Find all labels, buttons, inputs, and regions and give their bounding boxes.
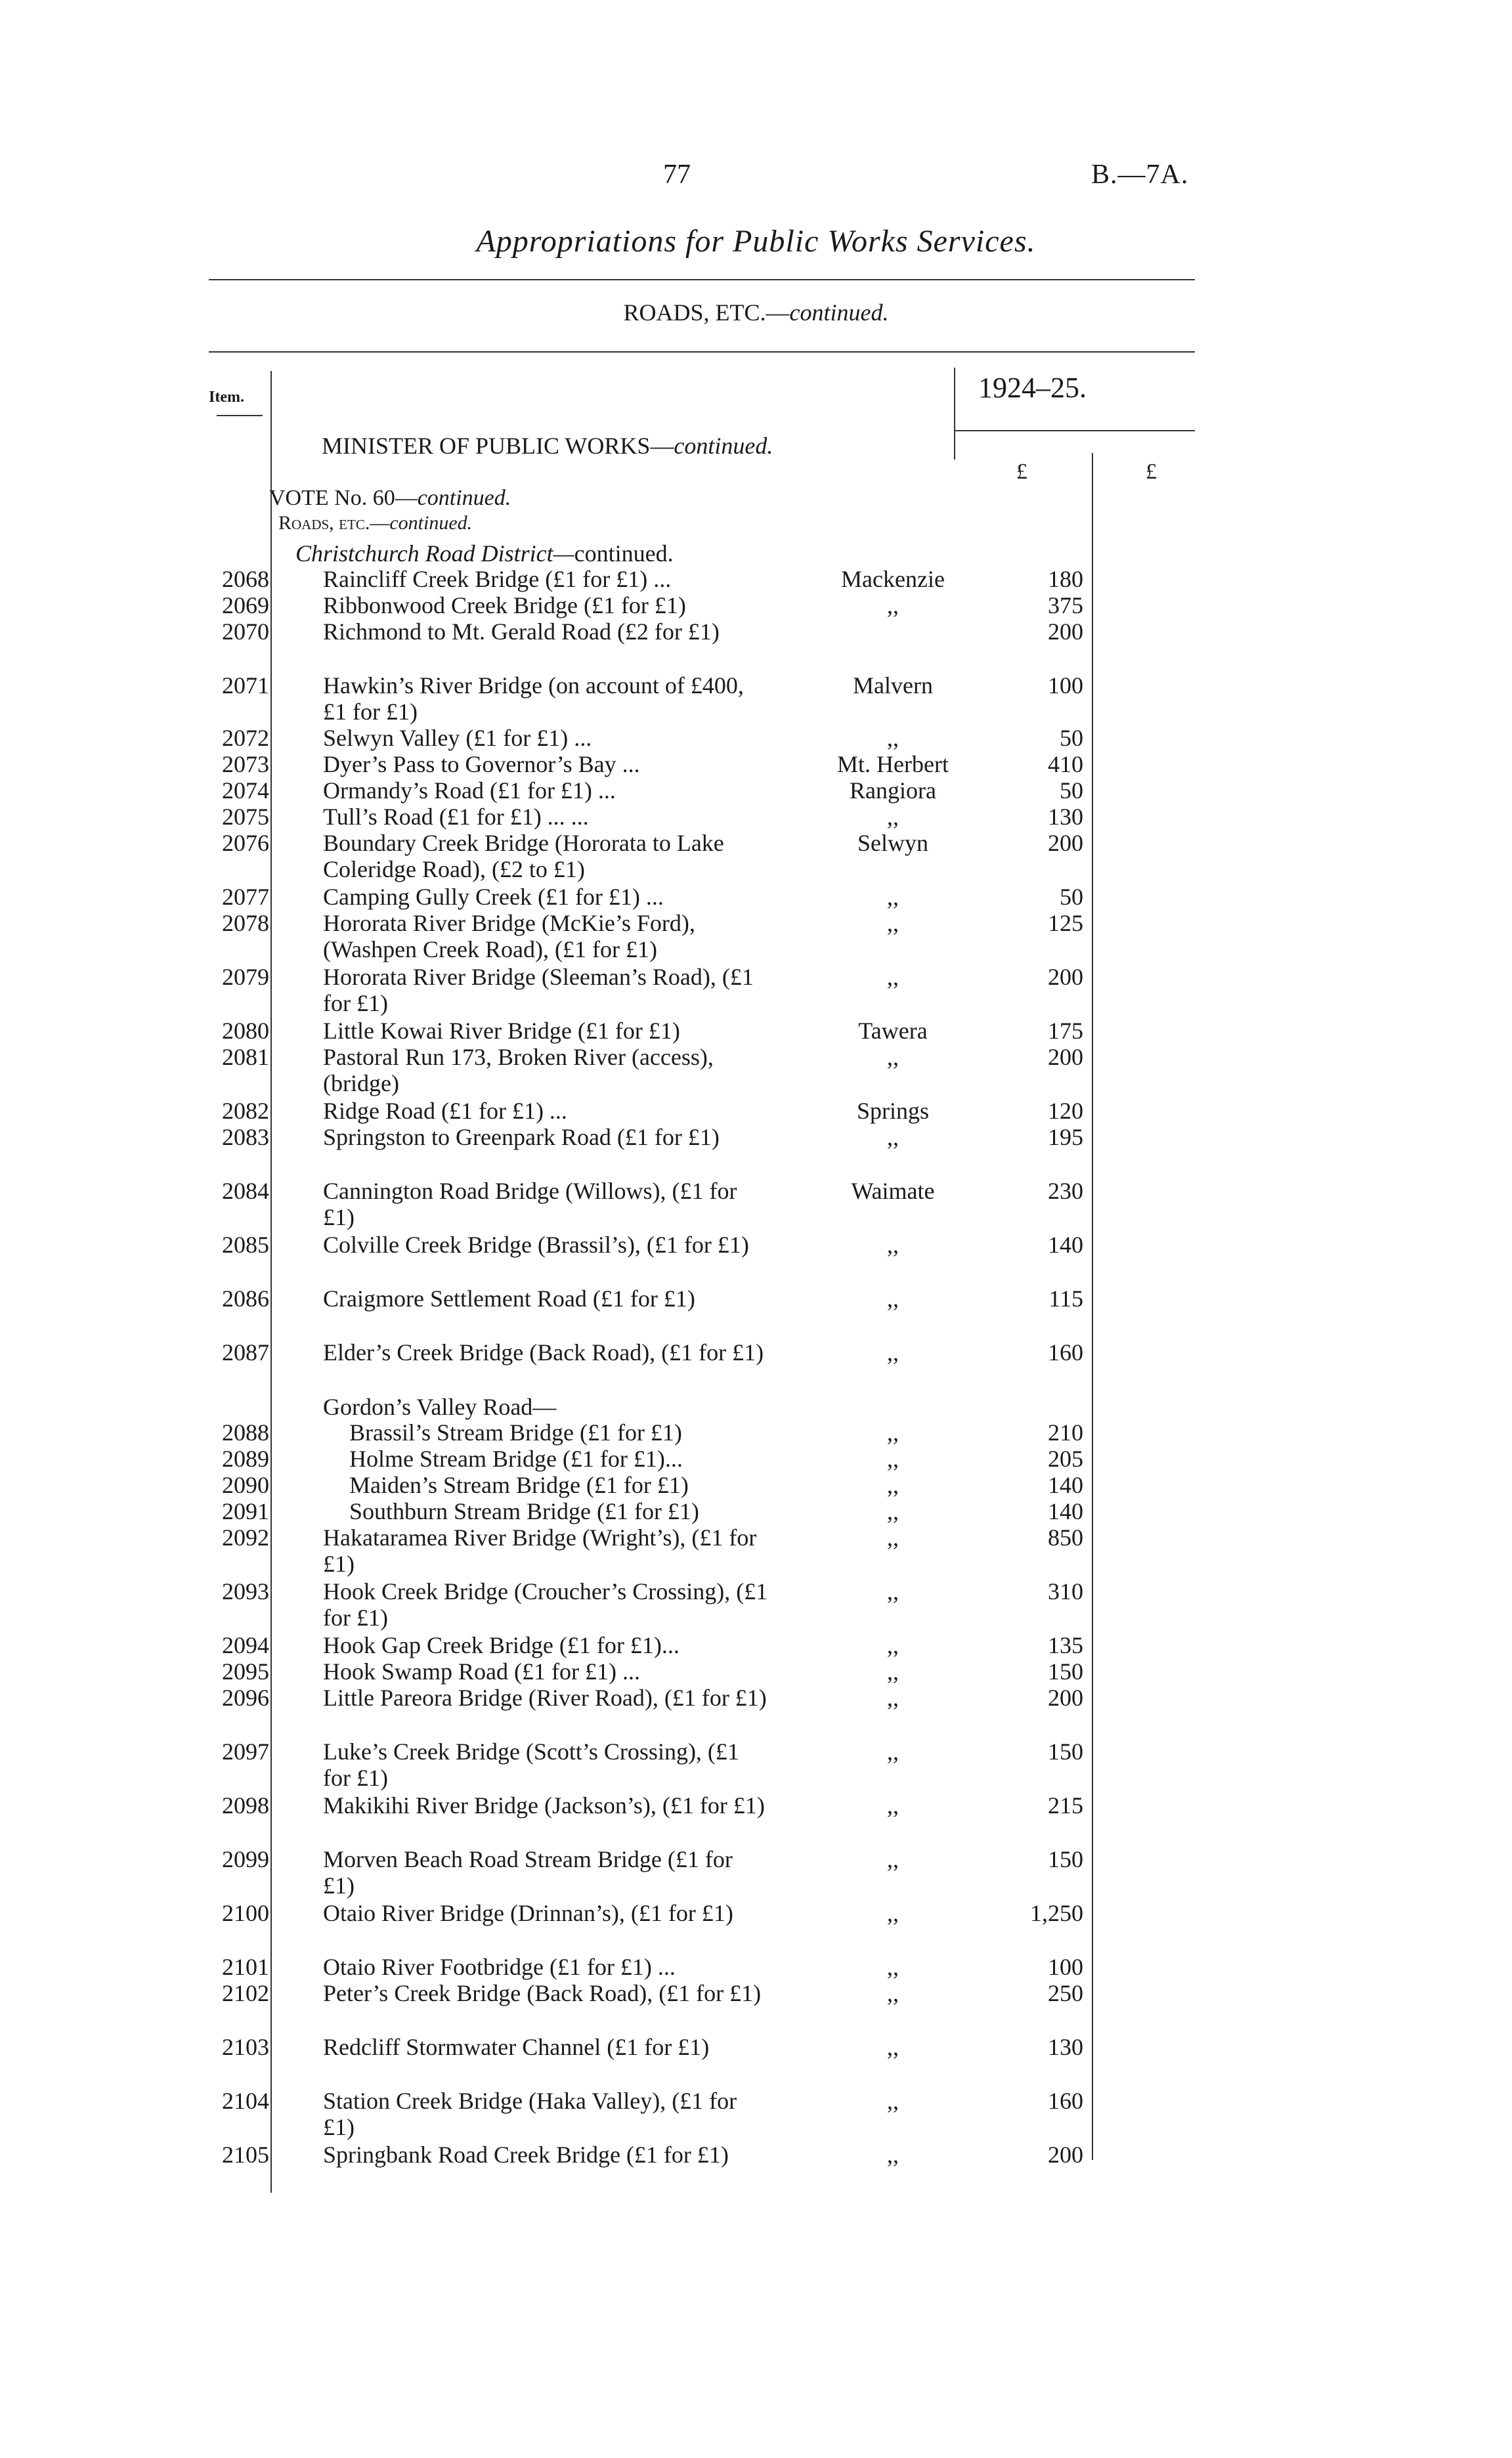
year-column-header: 1924–25. xyxy=(978,372,1087,404)
currency-column-2: £ xyxy=(1146,460,1157,484)
item-district: ,, xyxy=(887,1124,899,1150)
item-description: Colville Creek Bridge (Brassil’s), (£1 for £1) xyxy=(323,1232,749,1258)
item-amount: 200 xyxy=(1048,830,1083,856)
item-description: Southburn Stream Bridge (£1 for £1) xyxy=(349,1498,699,1524)
item-description: Craigmore Settlement Road (£1 for £1) xyxy=(323,1285,695,1312)
item-amount: 120 xyxy=(1048,1098,1083,1124)
item-amount: 250 xyxy=(1048,1980,1083,2006)
item-number: 2103 xyxy=(222,2034,269,2060)
item-description: Boundary Creek Bridge (Hororata to Lake Coleridge Road), (£2 to £1) xyxy=(323,830,724,882)
item-amount: 160 xyxy=(1048,2088,1083,2114)
item-number: 2086 xyxy=(222,1285,269,1312)
item-amount: 200 xyxy=(1048,1044,1083,1070)
item-description: Hook Swamp Road (£1 for £1) ... xyxy=(323,1658,640,1685)
item-description: Peter’s Creek Bridge (Back Road), (£1 for £1) xyxy=(323,1980,762,2006)
table-top-rule xyxy=(209,351,1195,353)
item-amount: 50 xyxy=(1060,884,1083,910)
item-number: 2092 xyxy=(222,1524,269,1551)
item-district: ,, xyxy=(887,1954,899,1980)
item-amount: 130 xyxy=(1048,2034,1083,2060)
item-district: ,, xyxy=(887,2142,899,2168)
item-number: 2073 xyxy=(222,751,269,777)
item-number: 2084 xyxy=(222,1178,269,1204)
item-amount: 375 xyxy=(1048,592,1083,618)
gordons-valley-heading: Gordon’s Valley Road— xyxy=(323,1394,557,1420)
item-amount: 150 xyxy=(1048,1846,1083,1872)
item-description: Brassil’s Stream Bridge (£1 for £1) xyxy=(349,1419,682,1446)
item-number: 2098 xyxy=(222,1792,269,1819)
item-amount: 210 xyxy=(1048,1419,1083,1446)
item-description: Hook Creek Bridge (Croucher’s Crossing), (£1 for £1) xyxy=(323,1578,768,1631)
item-amount: 230 xyxy=(1048,1178,1083,1204)
item-number: 2075 xyxy=(222,804,269,830)
item-amount: 175 xyxy=(1048,1018,1083,1044)
item-description: Tull’s Road (£1 for £1) ... ... xyxy=(323,804,589,830)
item-district: ,, xyxy=(887,1285,899,1312)
item-number: 2090 xyxy=(222,1472,269,1498)
item-amount: 150 xyxy=(1048,1658,1083,1685)
item-description: Morven Beach Road Stream Bridge (£1 for £1) xyxy=(323,1846,733,1899)
item-district: ,, xyxy=(887,1632,899,1658)
item-number: 2105 xyxy=(222,2142,269,2168)
item-number: 2093 xyxy=(222,1578,269,1605)
item-district: ,, xyxy=(887,1658,899,1685)
item-district: ,, xyxy=(887,1792,899,1819)
item-amount: 195 xyxy=(1048,1124,1083,1150)
item-number: 2085 xyxy=(222,1232,269,1258)
item-description: Elder’s Creek Bridge (Back Road), (£1 for £1) xyxy=(323,1339,764,1366)
item-district: ,, xyxy=(887,1685,899,1711)
item-district: ,, xyxy=(887,1339,899,1366)
item-amount: 50 xyxy=(1060,725,1083,751)
item-district: Mackenzie xyxy=(841,566,945,592)
item-district: ,, xyxy=(887,1419,899,1446)
item-number: 2071 xyxy=(222,672,269,699)
item-description: Springbank Road Creek Bridge (£1 for £1) xyxy=(323,2142,729,2168)
item-district: ,, xyxy=(887,1524,899,1551)
item-number: 2100 xyxy=(222,1900,269,1926)
item-amount: 205 xyxy=(1048,1446,1083,1472)
item-description: Redcliff Stormwater Channel (£1 for £1) xyxy=(323,2034,710,2060)
item-number: 2069 xyxy=(222,592,269,618)
item-number: 2076 xyxy=(222,830,269,856)
item-description: Otaio River Footbridge (£1 for £1) ... xyxy=(323,1954,676,1980)
item-description: Luke’s Creek Bridge (Scott’s Crossing), (£1 for £1) xyxy=(323,1738,739,1791)
item-description: Cannington Road Bridge (Willows), (£1 for £1) xyxy=(323,1178,737,1230)
item-district: ,, xyxy=(887,725,899,751)
item-amount: 50 xyxy=(1060,777,1083,804)
item-amount: 130 xyxy=(1048,804,1083,830)
item-district: ,, xyxy=(887,804,899,830)
item-column-header: Item. xyxy=(209,389,244,406)
item-amount: 1,250 xyxy=(1030,1900,1083,1926)
item-number: 2080 xyxy=(222,1018,269,1044)
item-amount: 140 xyxy=(1048,1472,1083,1498)
item-description: Ormandy’s Road (£1 for £1) ... xyxy=(323,777,616,804)
item-description: Maiden’s Stream Bridge (£1 for £1) xyxy=(349,1472,689,1498)
item-district: Malvern xyxy=(853,672,933,699)
item-description: Otaio River Bridge (Drinnan’s), (£1 for £1) xyxy=(323,1900,733,1926)
item-district: ,, xyxy=(887,1578,899,1605)
item-amount: 115 xyxy=(1048,1285,1083,1312)
item-number: 2074 xyxy=(222,777,269,804)
item-description: Hawkin’s River Bridge (on account of £400, £1 for £1) xyxy=(323,672,744,725)
item-number: 2096 xyxy=(222,1685,269,1711)
page-title: Appropriations for Public Works Services. xyxy=(476,224,1036,259)
section-heading: ROADS, ETC.—continued. xyxy=(623,299,889,326)
item-amount: 125 xyxy=(1048,910,1083,936)
item-district: ,, xyxy=(887,1044,899,1070)
item-amount: 200 xyxy=(1048,964,1083,990)
item-amount: 215 xyxy=(1048,1792,1083,1819)
item-number: 2097 xyxy=(222,1738,269,1765)
item-district: Rangiora xyxy=(850,777,936,804)
item-amount: 200 xyxy=(1048,1685,1083,1711)
item-amount: 100 xyxy=(1048,672,1083,699)
item-description: Selwyn Valley (£1 for £1) ... xyxy=(323,725,592,751)
item-amount: 135 xyxy=(1048,1632,1083,1658)
item-district: ,, xyxy=(887,1446,899,1472)
district-heading: Christchurch Road District—continued. xyxy=(295,540,674,567)
page-number: 77 xyxy=(663,160,691,190)
item-amount: 150 xyxy=(1048,1738,1083,1765)
item-number: 2095 xyxy=(222,1658,269,1685)
item-number: 2072 xyxy=(222,725,269,751)
item-description: Richmond to Mt. Gerald Road (£2 for £1) xyxy=(323,618,720,645)
vote-heading: VOTE No. 60—continued. xyxy=(269,486,511,510)
item-description: Hakataramea River Bridge (Wright’s), (£1 for £1) xyxy=(323,1524,757,1577)
item-number: 2104 xyxy=(222,2088,269,2114)
item-number: 2077 xyxy=(222,884,269,910)
item-number: 2078 xyxy=(222,910,269,936)
item-number: 2102 xyxy=(222,1980,269,2006)
item-description: Hororata River Bridge (Sleeman’s Road), (£1 for £1) xyxy=(323,964,754,1016)
item-district: Tawera xyxy=(858,1018,928,1044)
amount-column-rule xyxy=(1092,453,1093,2160)
item-description: Little Pareora Bridge (River Road), (£1 for £1) xyxy=(323,1685,767,1711)
item-description: Station Creek Bridge (Haka Valley), (£1 for £1) xyxy=(323,2088,737,2140)
item-district: ,, xyxy=(887,910,899,936)
item-number: 2089 xyxy=(222,1446,269,1472)
item-district: Selwyn xyxy=(857,830,928,856)
item-district: ,, xyxy=(887,1232,899,1258)
item-district: ,, xyxy=(887,1498,899,1524)
ministry-heading: MINISTER OF PUBLIC WORKS—continued. xyxy=(322,433,773,459)
item-number: 2091 xyxy=(222,1498,269,1524)
item-column-rule xyxy=(270,371,272,2193)
item-number: 2083 xyxy=(222,1124,269,1150)
title-rule xyxy=(209,279,1195,280)
item-amount: 180 xyxy=(1048,566,1083,592)
item-district: ,, xyxy=(887,1900,899,1926)
item-district: Mt. Herbert xyxy=(837,751,949,777)
item-description: Hororata River Bridge (McKie’s Ford), (Washpen Creek Road), (£1 for £1) xyxy=(323,910,695,962)
item-amount: 200 xyxy=(1048,618,1083,645)
district-column-rule xyxy=(954,368,955,460)
item-description: Holme Stream Bridge (£1 for £1)... xyxy=(349,1446,683,1472)
item-number: 2088 xyxy=(222,1419,269,1446)
item-district: Springs xyxy=(856,1098,930,1124)
item-number: 2099 xyxy=(222,1846,269,1872)
item-description: Little Kowai River Bridge (£1 for £1) xyxy=(323,1018,680,1044)
item-description: Ribbonwood Creek Bridge (£1 for £1) xyxy=(323,592,686,618)
roads-heading: Roads, etc.—continued. xyxy=(278,512,473,534)
item-description: Camping Gully Creek (£1 for £1) ... xyxy=(323,884,664,910)
document-reference: B.—7A. xyxy=(1091,160,1189,190)
item-description: Makikihi River Bridge (Jackson’s), (£1 for £1) xyxy=(323,1792,765,1819)
item-number: 2068 xyxy=(222,566,269,592)
item-amount: 140 xyxy=(1048,1232,1083,1258)
item-district: ,, xyxy=(887,1472,899,1498)
item-amount: 160 xyxy=(1048,1339,1083,1366)
item-description: Pastoral Run 173, Broken River (access), (bridge) xyxy=(323,1044,714,1096)
item-amount: 200 xyxy=(1048,2142,1083,2168)
item-amount: 140 xyxy=(1048,1498,1083,1524)
item-description: Springston to Greenpark Road (£1 for £1) xyxy=(323,1124,720,1150)
currency-column-1: £ xyxy=(1016,460,1027,484)
item-description: Ridge Road (£1 for £1) ... xyxy=(323,1098,567,1124)
item-district: Waimate xyxy=(851,1178,935,1204)
item-description: Hook Gap Creek Bridge (£1 for £1)... xyxy=(323,1632,680,1658)
item-amount: 410 xyxy=(1048,751,1083,777)
item-number: 2082 xyxy=(222,1098,269,1124)
item-number: 2070 xyxy=(222,618,269,645)
item-amount: 100 xyxy=(1048,1954,1083,1980)
item-amount: 850 xyxy=(1048,1524,1083,1551)
item-district: ,, xyxy=(887,1738,899,1765)
item-number: 2094 xyxy=(222,1632,269,1658)
item-district: ,, xyxy=(887,1980,899,2006)
item-number: 2101 xyxy=(222,1954,269,1980)
item-district: ,, xyxy=(887,1846,899,1872)
item-district: ,, xyxy=(887,2088,899,2114)
item-description: Raincliff Creek Bridge (£1 for £1) ... xyxy=(323,566,672,592)
item-district: ,, xyxy=(887,2034,899,2060)
item-district: ,, xyxy=(887,884,899,910)
item-number: 2079 xyxy=(222,964,269,990)
year-header-rule xyxy=(955,430,1195,431)
item-number: 2081 xyxy=(222,1044,269,1070)
item-district: ,, xyxy=(887,964,899,990)
item-number: 2087 xyxy=(222,1339,269,1366)
item-amount: 310 xyxy=(1048,1578,1083,1605)
item-header-rule xyxy=(217,415,263,416)
item-district: ,, xyxy=(887,592,899,618)
item-description: Dyer’s Pass to Governor’s Bay ... xyxy=(323,751,640,777)
